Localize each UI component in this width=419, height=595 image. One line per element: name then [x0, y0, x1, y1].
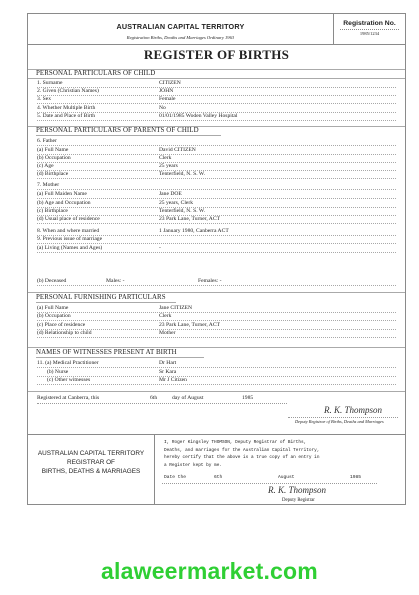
registrar-line-2: REGISTRAR OF: [67, 459, 115, 466]
registrar-signature: R. K. Thompson: [324, 405, 383, 415]
certificate-box: [28, 434, 405, 505]
form-row: [28, 360, 405, 367]
males-value: Males: -: [106, 278, 125, 284]
field-label: (c) Place of residence: [37, 321, 86, 328]
cert-line-2: Deaths, and marriages for the Australian Capital Territory,: [164, 447, 320, 453]
field-value: Female: [159, 96, 176, 103]
field-value: 23 Park Lane, Turner, ACT: [159, 216, 220, 222]
form-row: [28, 228, 405, 235]
field-label: 8. When and where married: [37, 228, 100, 234]
field-label: 9. Previous issue of marriage: [37, 236, 103, 242]
registrar-caption: Deputy Registrar of Births, Deaths and Marriages: [295, 419, 384, 424]
certificate-text: [164, 439, 399, 469]
document-title: REGISTER OF BIRTHS: [143, 47, 290, 62]
form-row: [28, 171, 405, 178]
form-row: [28, 322, 405, 329]
field-value: 1 January 1980, Canberra ACT: [159, 228, 229, 234]
field-label: (d) Relationship to child: [37, 330, 92, 337]
form-row: [28, 163, 405, 170]
field-value: Dr Hart: [159, 360, 177, 366]
registered-day: 6th: [150, 395, 158, 401]
field-label: 3. Sex: [37, 96, 51, 103]
signatory-caption: Deputy Registrar: [282, 498, 315, 503]
field-value: 01/01/1985 Woden Valley Hospital: [159, 112, 238, 119]
field-value: CITIZEN: [159, 80, 181, 86]
dated-label: Date the: [164, 475, 187, 480]
registered-at-label: Registered at Canberra, this: [37, 395, 100, 401]
field-label: 7. Mother: [37, 182, 60, 188]
certificate-signature: R. K. Thompson: [268, 485, 327, 495]
field-value: Clerk: [159, 155, 172, 161]
field-label: 2. Given (Christian Names): [37, 88, 99, 95]
field-value: JOHN: [159, 88, 174, 95]
form-row: [28, 200, 405, 207]
field-label: 1. Surname: [37, 80, 63, 86]
field-label: (a) Living (Names and Ages): [37, 245, 103, 251]
registered-day-of: day of August: [172, 395, 204, 401]
birth-register-form: [27, 13, 406, 505]
section-furnishing: PERSONAL FURNISHING PARTICULARS: [36, 294, 166, 301]
field-label: (a) Full Name: [37, 147, 69, 153]
field-label: (b) Occupation: [37, 313, 71, 320]
section-child: PERSONAL PARTICULARS OF CHILD: [36, 70, 156, 77]
cert-line-3: hereby certify that the above is a true copy of an entry in: [164, 455, 320, 461]
watermark-text: alaweermarket.com: [101, 558, 318, 584]
form-row: [28, 191, 405, 198]
field-value: David CITIZEN: [159, 147, 196, 153]
field-label: (c) Other witnesses: [47, 377, 91, 384]
form-row: [28, 155, 405, 162]
field-value: 25 years: [159, 163, 178, 169]
dated-month: August: [278, 475, 295, 480]
field-label: (b) Nurse: [47, 368, 69, 375]
form-row: [28, 236, 405, 243]
field-label: 5. Date and Place of Birth: [37, 112, 96, 119]
form-row: [28, 147, 405, 154]
form-header: [28, 14, 405, 45]
form-row: [28, 88, 405, 95]
form-row: [28, 216, 405, 223]
registrar-block: [28, 435, 155, 505]
field-label: (d) Usual place of residence: [37, 216, 100, 222]
field-label: 11. (a) Medical Practitioner: [37, 360, 99, 366]
field-value: Clerk: [159, 313, 172, 320]
form-row: [28, 377, 405, 384]
cert-line-4: a Register kept by me.: [164, 462, 222, 468]
field-label: (b) Occupation: [37, 155, 71, 161]
ordinance-subheading: Registration Births, Deaths and Marriages Ordinary 1963: [126, 35, 235, 40]
form-row: [28, 305, 405, 312]
females-value: Females: -: [198, 278, 222, 284]
field-label: 4. Whether Multiple Birth: [37, 104, 96, 111]
form-row: [28, 138, 405, 145]
field-value: Mr J Citizen: [159, 377, 187, 384]
form-row: [28, 369, 405, 376]
field-value: Mother: [159, 330, 176, 337]
registration-label: Registration No.: [343, 20, 396, 27]
section-parents: PERSONAL PARTICULARS OF PARENTS OF CHILD: [36, 127, 199, 134]
form-row: [28, 208, 405, 215]
field-label: (c) Birthplace: [37, 208, 68, 214]
field-label: (c) Age: [37, 163, 54, 169]
header-title-cell: [28, 14, 334, 44]
field-label: (d) Birthplace: [37, 171, 69, 177]
field-label: (a) Full Maiden Name: [37, 191, 87, 197]
section-witnesses: NAMES OF WITNESSES PRESENT AT BIRTH: [36, 349, 177, 356]
field-value: Tenterfield, N. S. W.: [159, 208, 206, 214]
form-row: [28, 96, 405, 103]
form-row: [28, 105, 405, 112]
form-row: [28, 245, 405, 252]
cert-line-1: I, Roger Kingsley THOMSON, Deputy Registrar of Births,: [164, 440, 307, 445]
field-value: No: [159, 104, 166, 111]
registrar-line-1: AUSTRALIAN CAPITAL TERRITORY: [37, 450, 145, 457]
territory-heading: AUSTRALIAN CAPITAL TERRITORY: [116, 22, 245, 31]
dated-year: 1985: [350, 475, 362, 480]
field-label: (a) Full Name: [37, 305, 69, 311]
deceased-row: [28, 278, 405, 285]
registration-number: 1985/1234: [359, 31, 380, 36]
form-row: [28, 313, 405, 320]
field-value: 25 years, Clerk: [159, 200, 194, 206]
form-row: [28, 330, 405, 337]
field-value: Tenterfield, N. S. W.: [159, 171, 206, 177]
form-row: [28, 80, 405, 87]
registrar-line-3: BIRTHS, DEATHS & MARRIAGES: [41, 468, 141, 475]
form-row: [28, 113, 405, 120]
field-value: -: [159, 245, 161, 251]
field-value: Jane CITIZEN: [159, 305, 193, 311]
field-value: Sr Kara: [159, 368, 177, 375]
registration-cell: [334, 14, 405, 44]
form-row: [28, 182, 405, 189]
field-label: 6. Father: [37, 138, 57, 144]
field-value: 23 Park Lane, Turner, ACT: [159, 321, 220, 328]
field-label: (b) Age and Occupation: [37, 200, 91, 206]
field-value: Jane DOE: [159, 191, 182, 197]
dated-day: 6th: [214, 475, 223, 480]
deceased-label: (b) Deceased: [37, 278, 67, 284]
registered-year: 1985: [242, 395, 254, 401]
